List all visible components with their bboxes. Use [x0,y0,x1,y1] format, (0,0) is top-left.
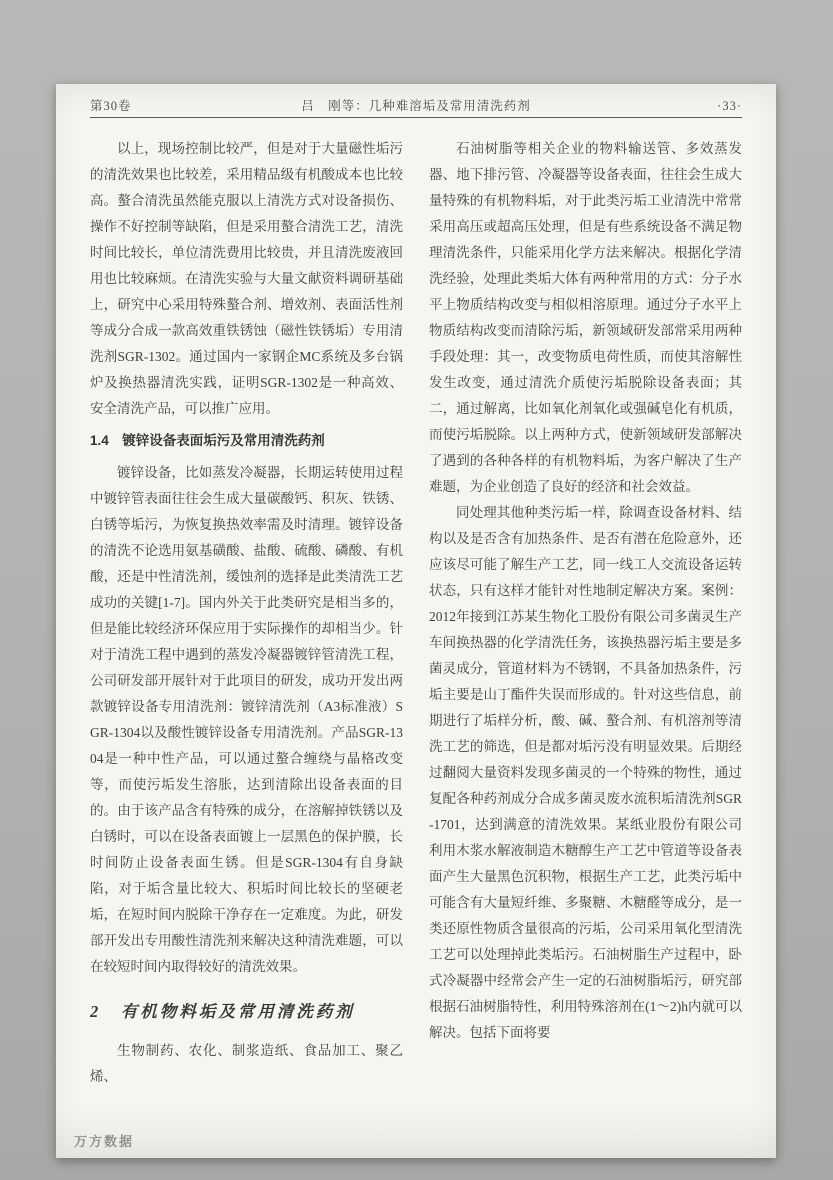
journal-page [56,84,776,1158]
running-title: 吕 刚等：几种难溶垢及常用清洗药剂 [301,99,531,113]
left-column [90,136,403,1136]
page-number: ·33· [717,99,742,113]
section-1-4-heading: 1.4 镀锌设备表面垢污及常用清洗药剂 [90,433,325,448]
paragraph: 以上，现场控制比较严，但是对于大量磁性垢污的清洗效果也比较差，采用精品级有机酸成本也比较高。螯合清洗虽然能克服以上清洗方式对设备损伤、操作不好控制等缺陷，但是采用螯合清洗工艺，清洗时间比较长，单位清洗费用比较贵，并且清洗废液回用也比较麻烦。在清洗实验与大量文献资料调研基础上，研究中心采用特殊螯合剂、增效剂、表面活性剂等成分合成一款高效重铁锈蚀（磁性铁锈垢）专用清洗剂SGR-1302。通过国内一家钢企MC系统及多台锅炉及换热器清洗实践，证明SGR-1302是一种高效、安全清洗产品，可以推广应用。 [90,141,403,416]
two-column-body [90,136,742,1136]
paragraph: 镀锌设备，比如蒸发冷凝器，长期运转使用过程中镀锌管表面往往会生成大量碳酸钙、积灰、铁锈、白锈等垢污，为恢复换热效率需及时清理。镀锌设备的清洗不论选用氨基磺酸、盐酸、硫酸、磷酸、有机酸，还是中性清洗剂，缓蚀剂的选择是此类清洗工艺成功的关键[1-7]。国内外关于此类研究是相当多的，但是能比较经济环保应用于实际操作的却相当少。针对于清洗工程中遇到的蒸发冷凝器镀锌管清洗工程，公司研发部开展针对于此项目的研发，成功开发出两款镀锌设备专用清洗剂：镀锌清洗剂（A3标准液）SGR-1304以及酸性镀锌设备专用清洗剂。产品SGR-1304是一种中性产品，可以通过螯合缠绕与晶格改变等，而使污垢发生溶胀，达到清除出设备表面的目的。由于该产品含有特殊的成分，在溶解掉铁锈以及白锈时，可以在设备表面镀上一层黑色的保护膜，长时间防止设备表面生锈。但是SGR-1304有自身缺陷，对于垢含量比较大、积垢时间比较长的坚硬老垢，在短时间内脱除干净存在一定难度。为此，研发部开发出专用酸性清洗剂来解决这种清洗难题，可以在较短时间内取得较好的清洗效果。 [90,465,403,974]
paragraph: 生物制药、农化、制浆造纸、食品加工、聚乙烯、 [90,1043,403,1084]
wanfang-watermark: 万方数据 [74,1134,135,1149]
paragraph: 同处理其他种类污垢一样，除调查设备材料、结构以及是否含有加热条件、是否有潜在危险意外，还应该尽可能了解生产工艺，同一线工人交流设备运转状态，只有这样才能针对性地制定解决方案。案例：2012年接到江苏某生物化工股份有限公司多菌灵生产车间换热器的化学清洗任务，该换热器污垢主要是多菌灵成分，管道材料为不锈钢，不具备加热条件，污垢主要是山丁酯件失误而形成的。针对这些信息，前期进行了垢样分析，酸、碱、螯合剂、有机溶剂等清洗工艺的筛选，但是都对垢污没有明显效果。后期经过翻阅大量资料发现多菌灵的一个特殊的物性，通过复配各种药剂成分合成多菌灵废水流积垢清洗剂SGR-1701，达到满意的清洗效果。某纸业股份有限公司利用木浆水解液制造木糖醇生产工艺中管道等设备表面产生大量黑色沉积物，根据生产工艺，此类污垢中可能含有大量短纤维、多聚糖、木糖醛等成分，是一类还原性物质含量很高的污垢，公司采用氧化型清洗工艺可以处理掉此类垢污。石油树脂生产过程中，卧式冷凝器中经常会产生一定的石油树脂垢污，研究部根据石油树脂特性，利用特殊溶剂在(1～2)h内就可以解决。包括下面将要 [429,505,742,1040]
header-rule [90,117,742,118]
paragraph: 石油树脂等相关企业的物料输送管、多效蒸发器、地下排污管、冷凝器等设备表面，往往会生成大量特殊的有机物料垢，对于此类污垢工业清洗中常常采用高压或超高压处理，但是有些系统设备不满足物理清洗条件，只能采用化学方法来解决。根据化学清洗经验，处理此类垢大体有两种常用的方式：分子水平上物质结构改变与相似相溶原理。通过分子水平上物质结构改变而清除污垢，新领域研发部常采用两种手段处理：其一，改变物质电荷性质，而使其溶解性发生改变，通过清洗介质使污垢脱除设备表面；其二，通过解离，比如氧化剂氧化或强碱皂化有机质，而使污垢脱除。以上两种方式，使新领域研发部解决了遇到的各种各样的有机物料垢，为客户解决了生产难题，为企业创造了良好的经济和社会效益。 [429,141,742,494]
scanned-content [90,96,742,1136]
section-2-heading: 2 有机物料垢及常用清洗药剂 [90,1002,355,1021]
right-column [429,136,742,1136]
page-header [90,96,742,114]
volume-label: 第30卷 [90,99,132,113]
